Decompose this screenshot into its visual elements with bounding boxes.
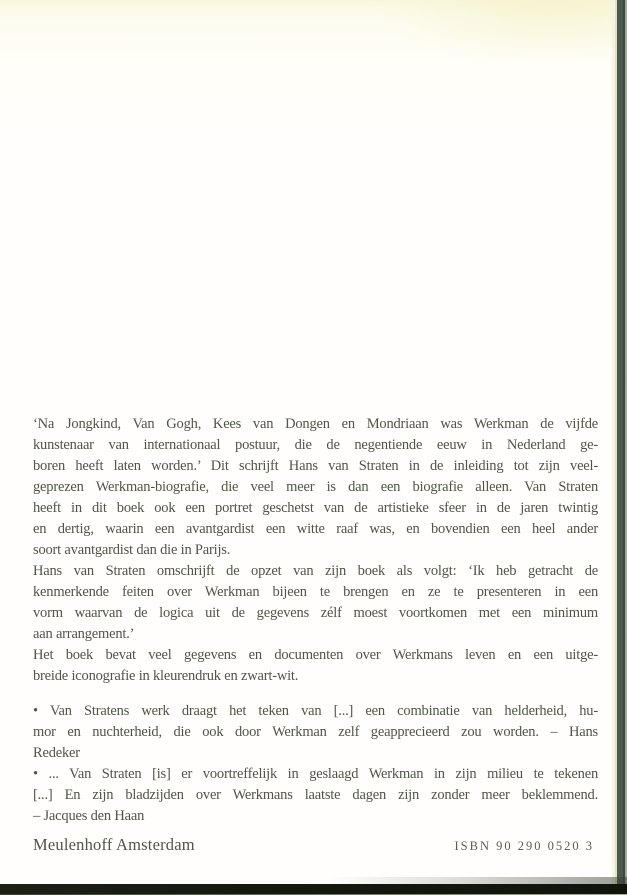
text-line: ‘Na Jongkind, Van Gogh, Kees van Dongen en Mondriaan was Werkman de vijfde xyxy=(33,416,598,432)
text-line: Het boek bevat veel gegevens en documenten over Werkmans leven en een uitge- xyxy=(33,647,598,663)
text-line: soort avantgardist dan die in Parijs. xyxy=(33,542,231,558)
paragraph-opzet xyxy=(33,561,598,645)
imprint-row xyxy=(33,835,594,855)
text-line: Hans van Straten omschrijft de opzet van zijn boek als volgt: ‘Ik heb getracht de xyxy=(33,563,598,579)
text-line: vorm waarvan de logica uit de gegevens zélf moest voortkomen met een minimum xyxy=(33,605,598,621)
paragraph-intro xyxy=(33,414,598,561)
text-line: • Van Stratens werk draagt het teken van [...] een combinatie van helderheid, hu- xyxy=(33,703,598,719)
quote-den-haan xyxy=(33,764,598,827)
text-line: en dertig, waarin een avantgardist een witte raaf was, en bovendien een heel ander xyxy=(33,521,598,537)
text-line: Redeker xyxy=(33,745,80,761)
text-line: boren heeft laten worden.’ Dit schrijft Hans van Straten in de inleiding tot zijn veel- xyxy=(33,458,598,474)
bottom-band-shadow xyxy=(327,877,627,884)
blurb-text xyxy=(33,414,598,827)
bottom-band xyxy=(0,884,627,894)
paragraph-inhoud xyxy=(33,645,598,687)
text-line: mor en nuchterheid, die ook door Werkman zelf geapprecieerd zou worden. – Hans xyxy=(33,724,598,740)
text-line: kenmerkende feiten over Werkman bijeen te brengen en ze te presenteren in een xyxy=(33,584,598,600)
text-line: [...] En zijn bladzijden over Werkmans laatste dagen zijn zonder meer beklemmend. xyxy=(33,787,598,803)
spine-stripe xyxy=(612,0,627,895)
publisher: Meulenhoff Amsterdam xyxy=(33,835,195,854)
text-line: • ... Van Straten [is] er voortreffelijk in geslaagd Werkman in zijn milieu te tekenen xyxy=(33,766,598,782)
text-line: aan arrangement.’ xyxy=(33,626,135,642)
text-line: – Jacques den Haan xyxy=(33,808,145,824)
text-line: heeft in dit boek ook een portret geschetst van de artistieke sfeer in de jaren twintig xyxy=(33,500,598,516)
text-line: geprezen Werkman-biografie, die veel meer is dan een biografie alleen. Van Straten xyxy=(33,479,598,495)
isbn: ISBN 90 290 0520 3 xyxy=(454,839,594,853)
text-line: kunstenaar van internationaal postuur, die de negentiende eeuw in Nederland ge- xyxy=(33,437,598,453)
text-line: breide iconografie in kleurendruk en zwart-wit. xyxy=(33,668,299,684)
quote-redeker xyxy=(33,701,598,764)
